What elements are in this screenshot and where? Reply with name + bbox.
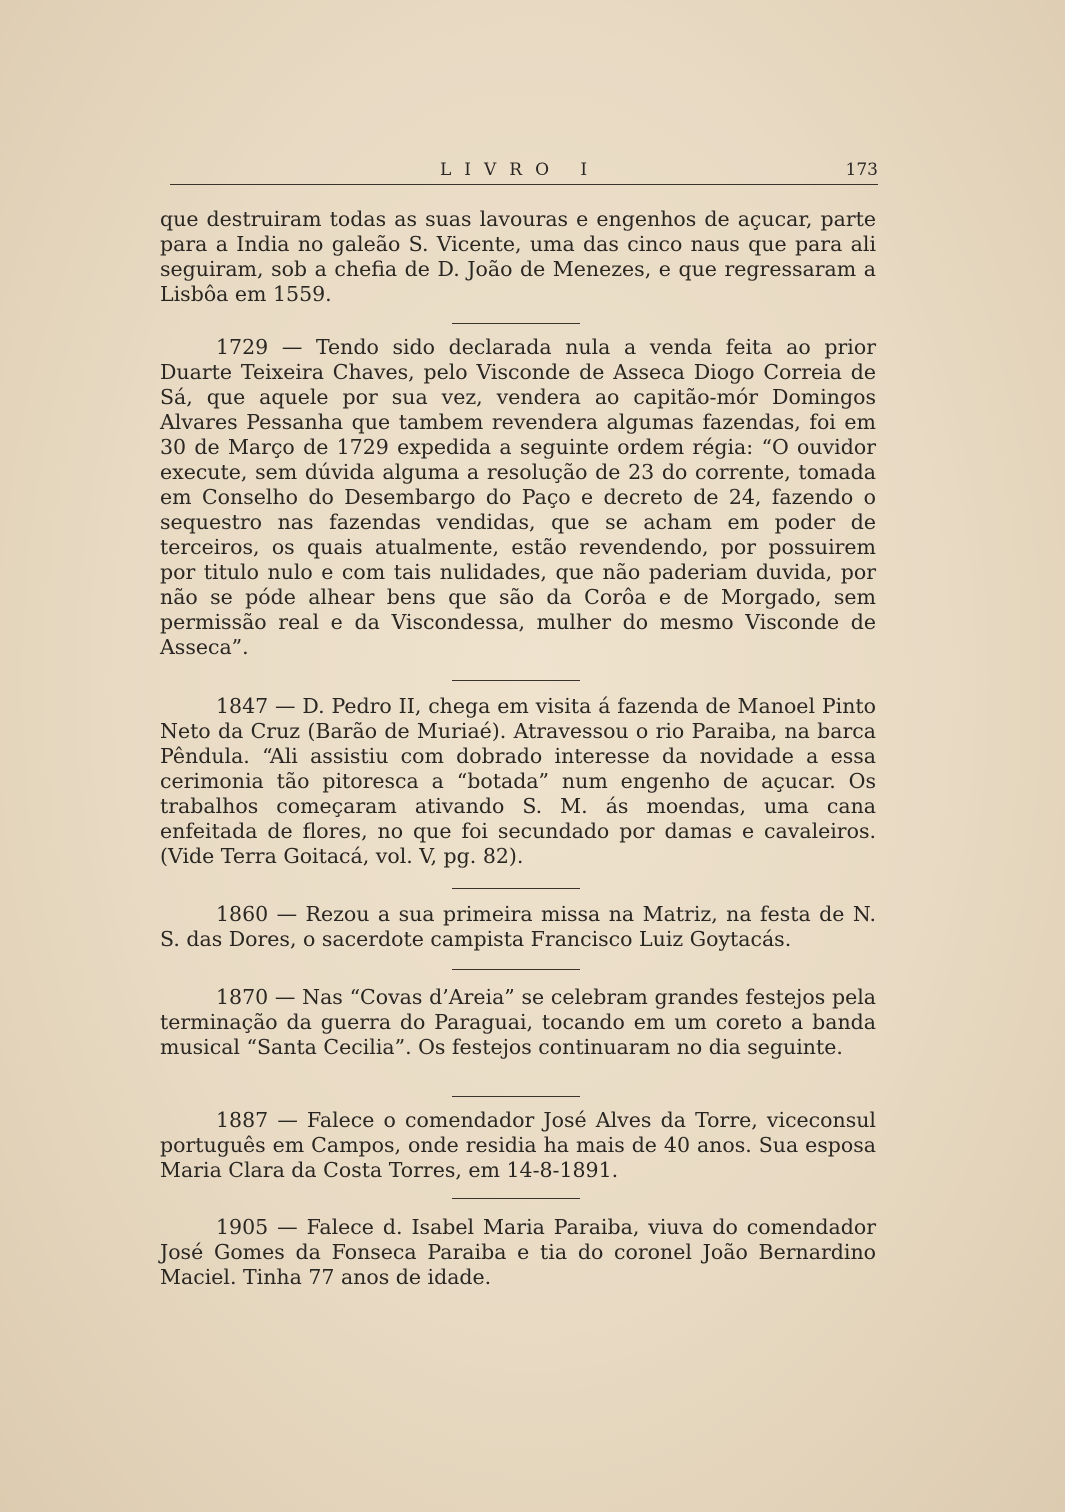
entry-1887: 1887 — Falece o comendador José Alves da Torre, viceconsul português em Campos, onde residia ha mais de 40 anos. Sua esposa Maria Clara da Costa Torres, em 14-8-1891. — [160, 1108, 876, 1182]
paragraph-continuation: que destruiram todas as suas lavouras e engenhos de açucar, parte para a India no galeão S. Vicente, uma das cinco naus que para ali seguiram, sob a chefia de D. João de Menezes, e que regressaram a Lisbôa em 1559. — [160, 207, 876, 306]
header-title: LIVRO I — [440, 160, 601, 180]
section-divider — [452, 1096, 580, 1097]
entry-1847: 1847 — D. Pedro II, chega em visita á fazenda de Manoel Pinto Neto da Cruz (Barão de Muriaé). Atravessou o rio Paraiba, na barca Pêndula. “Ali assistiu com dobrado interesse da novidade a essa cerimonia tão pitoresca a “botada” num engenho de açucar. Os trabalhos começaram ativando S. M. ás moendas, uma cana enfeitada de flores, no que foi secundado por damas e cavaleiros. (Vide Terra Goitacá, vol. V, pg. 82). — [160, 694, 876, 868]
section-divider — [452, 323, 580, 324]
entry-1905: 1905 — Falece d. Isabel Maria Paraiba, viuva do comendador José Gomes da Fonseca Paraiba e tia do coronel João Bernardino Maciel. Tinha 77 anos de idade. — [160, 1215, 876, 1289]
section-divider — [452, 969, 580, 970]
page-number: 173 — [845, 160, 878, 180]
section-divider — [452, 1198, 580, 1199]
section-divider — [452, 680, 580, 681]
entry-1870: 1870 — Nas “Covas d’Areia” se celebram grandes festejos pela terminação da guerra do Paraguai, tocando em um coreto a banda musical “Santa Cecilia”. Os festejos continuaram no dia seguinte. — [160, 985, 876, 1059]
entry-1729: 1729 — Tendo sido declarada nula a venda feita ao prior Duarte Teixeira Chaves, pelo Visconde de Asseca Diogo Correia de Sá, que aquele por sua vez, vendera ao capitão-mór Domingos Alvares Pessanha que tambem revendera algumas fazendas, foi em 30 de Março de 1729 expedida a seguinte ordem régia: “O ouvidor execute, sem dúvida alguma a resolução de 23 do corrente, tomada em Conselho do Desembargo do Paço e decreto de 24, fazendo o sequestro nas fazendas vendidas, que se acham em poder de terceiros, os quais atualmente, estão revendendo, por possuirem por titulo nulo e com tais nulidades, que não paderiam duvida, por não se póde alhear bens que são da Corôa e de Morgado, sem permissão real e da Viscondessa, mulher do mesmo Visconde de Asseca”. — [160, 335, 876, 659]
section-divider — [452, 888, 580, 889]
running-header — [170, 160, 878, 185]
entry-1860: 1860 — Rezou a sua primeira missa na Matriz, na festa de N. S. das Dores, o sacerdote campista Francisco Luiz Goytacás. — [160, 902, 876, 951]
